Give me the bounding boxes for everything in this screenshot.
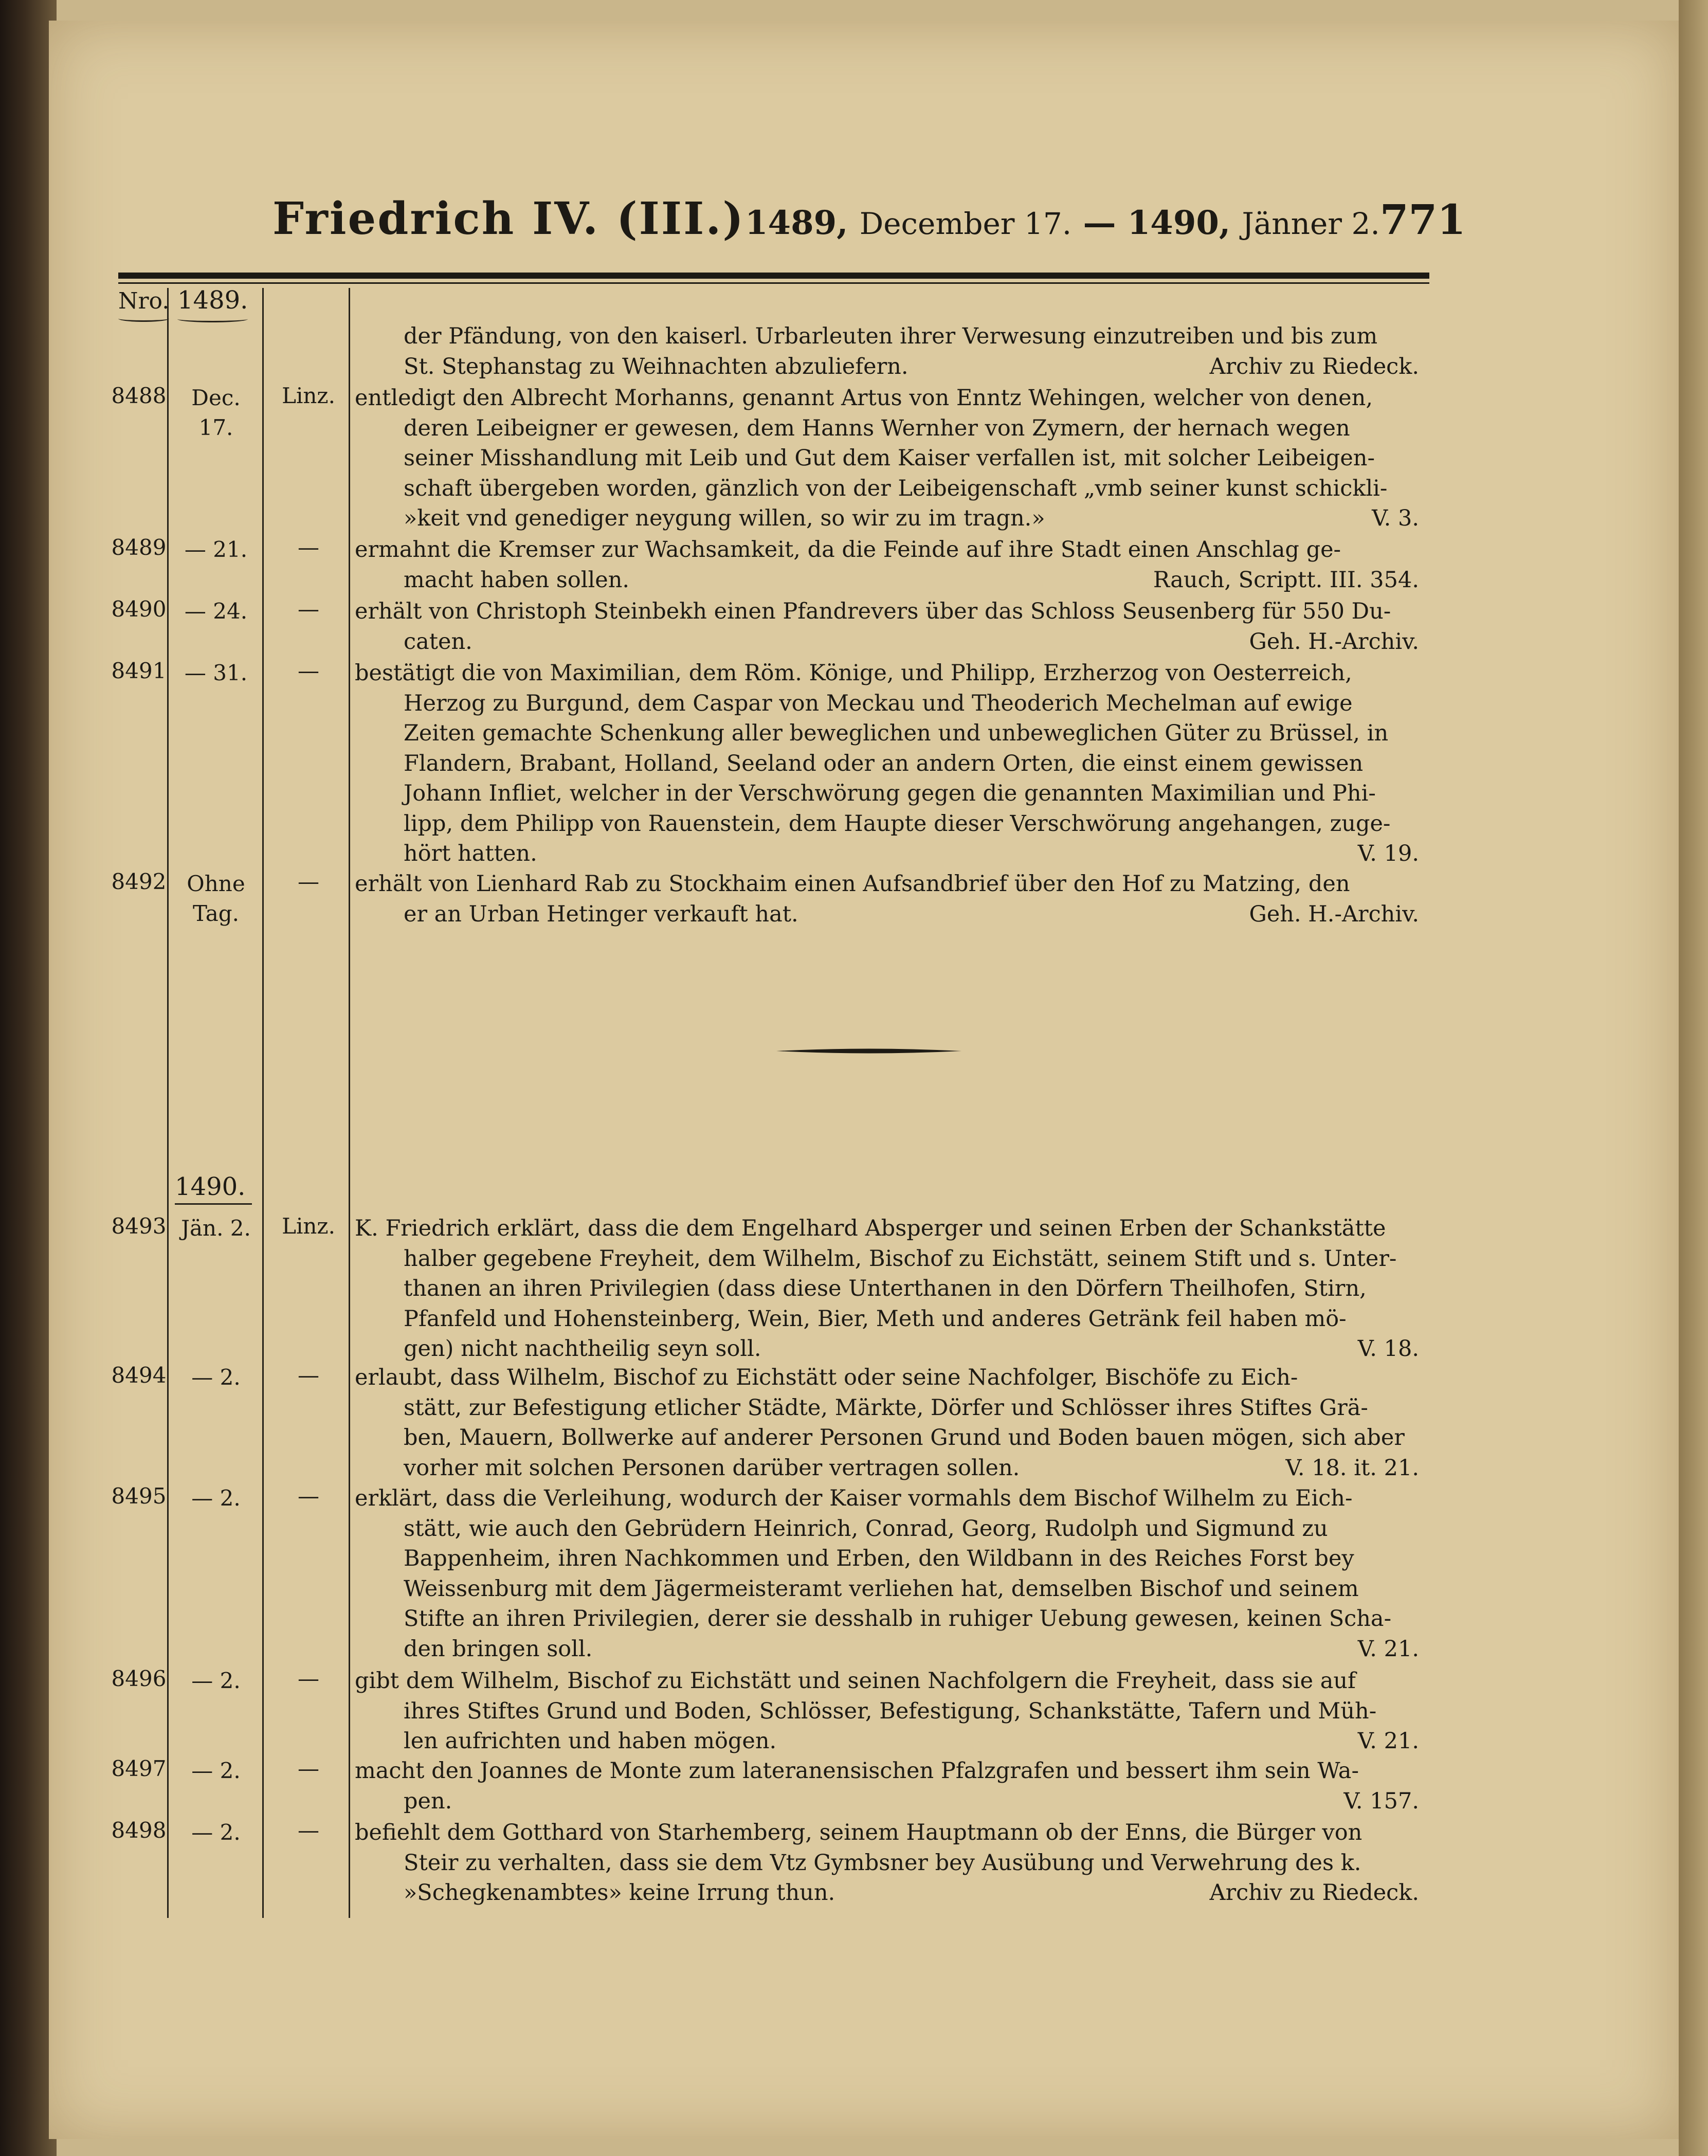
entry-source: V. 19.: [1357, 841, 1419, 866]
entry-source: Archiv zu Riedeck.: [1209, 353, 1419, 379]
entry-number: 8493: [111, 1213, 167, 1239]
entry-text-line: K. Friedrich erklärt, dass die dem Engelhard Absperger und seinen Erben der Schankstätte: [355, 1216, 1386, 1241]
entry-text-line: hört hatten. V. 19.: [355, 839, 1419, 869]
entry-text: [355, 1483, 1419, 1664]
entry-text: [355, 596, 1419, 657]
entry-text-line: der Pfändung, von den kaiserl. Urbarleuten ihrer Verwesung einzutreiben und bis zum: [404, 323, 1378, 349]
entry-text-line: Herzog zu Burgund, dem Caspar von Meckau und Theoderich Mechelman auf ewige: [404, 690, 1353, 716]
entry-text-line: »keit vnd genediger neygung willen, so wir zu im tragn.» V. 3.: [355, 503, 1419, 534]
header-date-range: 1489, December 17. — 1490, Jänner 2.: [745, 204, 1380, 242]
entry-text-line: ben, Mauern, Bollwerke auf anderer Personen Grund und Boden bauen mögen, sich aber: [404, 1425, 1405, 1451]
entry-number: 8496: [111, 1666, 167, 1691]
entry-text-line: thanen an ihren Privilegien (dass diese Unterthanen in den Dörfern Theilhofen, Stirn,: [404, 1276, 1367, 1301]
entry-date: — 21.: [184, 537, 248, 562]
entry-text: [355, 869, 1419, 929]
entry-source: V. 18.: [1357, 1336, 1419, 1362]
running-header: [272, 193, 1466, 245]
entry-text-line: ihres Stiftes Grund und Boden, Schlösser, Befestigung, Schankstätte, Tafern und Müh-: [404, 1698, 1377, 1724]
entry-date: — 2.: [191, 1365, 241, 1390]
entry-number: 8488: [111, 383, 167, 408]
entry-number: 8494: [111, 1363, 167, 1388]
entry-place: —: [298, 1483, 319, 1509]
entry-text-line: entledigt den Albrecht Morhanns, genannt Artus von Enntz Wehingen, welcher von denen,: [355, 385, 1373, 411]
entry-number: 8490: [111, 596, 167, 622]
header-date-end: Jänner 2.: [1242, 206, 1380, 241]
header-year-end: 1490: [1127, 204, 1219, 242]
entry-text-line: Steir zu verhalten, dass sie dem Vtz Gymbsner bey Ausübung und Verwehrung des k.: [404, 1850, 1361, 1876]
brace: [177, 316, 248, 322]
entry-date: — 2.: [191, 1758, 241, 1783]
entry-place: Linz.: [282, 1213, 335, 1239]
entry-number: 8497: [111, 1756, 167, 1781]
page-number: 771: [1379, 195, 1466, 244]
header-dash: —: [1083, 204, 1116, 242]
section-divider-ornament: [776, 1047, 961, 1055]
column-head-year: [177, 286, 248, 322]
entry-text-line: erlaubt, dass Wilhelm, Bischof zu Eichstätt oder seine Nachfolger, Bischöfe zu Eich-: [355, 1365, 1298, 1390]
entry-source: Rauch, Scriptt. III. 354.: [1153, 567, 1419, 593]
entry-text-line: er an Urban Hetinger verkauft hat. Geh. H.-Archiv.: [355, 899, 1419, 930]
entry-date: — 24.: [184, 599, 248, 624]
year-underline: [175, 1203, 252, 1205]
entry-text: [355, 658, 1419, 869]
entry-source: Geh. H.-Archiv.: [1249, 901, 1419, 927]
entry-date: Ohne Tag.: [187, 871, 245, 926]
entry-text-line: deren Leibeigner er gewesen, dem Hanns Wernher von Zymern, der hernach wegen: [404, 415, 1350, 441]
entry-place: Linz.: [282, 383, 335, 408]
entry-number: 8491: [111, 658, 167, 683]
entry-text-line: halber gegebene Freyheit, dem Wilhelm, Bischof zu Eichstätt, seinem Stift und s. Unter-: [404, 1245, 1397, 1272]
entry-place: —: [298, 1818, 319, 1843]
entry-text-line: »Schegkenambtes» keine Irrung thun. Archiv zu Riedeck.: [355, 1878, 1419, 1908]
entry-source: V. 3.: [1372, 505, 1419, 531]
header-date-start: December 17.: [859, 206, 1072, 241]
brace: [118, 315, 169, 322]
entry-text-line: seiner Misshandlung mit Leib und Gut dem Kaiser verfallen ist, mit solcher Leibeigen-: [404, 445, 1375, 471]
entry-source: V. 157.: [1343, 1788, 1419, 1814]
entry-source: V. 21.: [1357, 1636, 1419, 1662]
entry-number: 8498: [111, 1818, 167, 1843]
entry-source: Geh. H.-Archiv.: [1249, 628, 1419, 655]
entry-text: [355, 383, 1419, 534]
entry-text-line: lipp, dem Philipp von Rauenstein, dem Haupte dieser Verschwörung angehangen, zuge-: [404, 810, 1391, 837]
entry-text-line: stätt, zur Befestigung etlicher Städte, Märkte, Dörfer und Schlösser ihres Stiftes Grä-: [404, 1394, 1368, 1421]
book-spine: [0, 0, 57, 2156]
column-head-nr: [118, 288, 169, 322]
entry-text-line: caten. Geh. H.-Archiv.: [355, 627, 1419, 657]
header-rule: [118, 273, 1429, 279]
entry-text-line: Flandern, Brabant, Holland, Seeland oder an andern Orten, die einst einem gewissen: [404, 750, 1364, 776]
entry-text-line: Weissenburg mit dem Jägermeisteramt verliehen hat, demselben Bischof und seinem: [404, 1575, 1359, 1602]
entry-text: [355, 1213, 1419, 1364]
entry-text: [355, 1818, 1419, 1908]
entry-place: —: [298, 1756, 319, 1781]
entry-text-line: Stifte an ihren Privilegien, derer sie desshalb in ruhiger Uebung gewesen, keinen Scha-: [404, 1606, 1392, 1632]
entry-date: — 2.: [191, 1668, 241, 1693]
entry-text-line: macht haben sollen. Rauch, Scriptt. III. 354.: [355, 565, 1419, 595]
entry-text-line: macht den Joannes de Monte zum lateranensischen Pfalzgrafen und bessert ihm sein Wa-: [355, 1758, 1359, 1784]
entry-text-line: Pfanfeld und Hohensteinberg, Wein, Bier, Meth und anderes Getränk feil haben mö-: [404, 1306, 1347, 1332]
entry-place: —: [298, 1363, 319, 1388]
page-edge: [1679, 0, 1708, 2156]
year-heading-1490: [175, 1172, 252, 1205]
entry-place: —: [298, 1666, 319, 1691]
entry-text-line: gibt dem Wilhelm, Bischof zu Eichstätt und seinen Nachfolgern die Freyheit, dass sie auf: [355, 1668, 1356, 1694]
entry-text-line: Johann Infliet, welcher in der Verschwörung gegen die genannten Maximilian und Phi-: [404, 781, 1376, 806]
entry-text-line: erklärt, dass die Verleihung, wodurch der Kaiser vormahls dem Bischof Wilhelm zu Eich-: [355, 1485, 1353, 1511]
entry-text-line: bestätigt die von Maximilian, dem Röm. Könige, und Philipp, Erzherzog von Oesterreich,: [355, 660, 1352, 686]
entry-text-line: erhält von Lienhard Rab zu Stockhaim einen Aufsandbrief über den Hof zu Matzing, den: [355, 871, 1350, 897]
entry-text-line: gen) nicht nachtheilig seyn soll. V. 18.: [355, 1334, 1419, 1364]
entry-date: — 2.: [191, 1820, 241, 1845]
column-head-year-label: 1489.: [177, 286, 248, 315]
entry-text-line: schaft übergeben worden, gänzlich von der Leibeigenschaft „vmb seiner kunst schickli-: [404, 475, 1388, 501]
entry-text: [355, 321, 1419, 382]
entry-place: —: [298, 596, 319, 622]
year-heading-label: 1490.: [175, 1172, 246, 1201]
entry-date: Jän. 2.: [181, 1216, 251, 1241]
entry-text-line: den bringen soll. V. 21.: [355, 1634, 1419, 1664]
entry-date: Dec. 17.: [191, 385, 241, 440]
entry-source: Archiv zu Riedeck.: [1209, 1880, 1419, 1906]
entry-text-line: vorher mit solchen Personen darüber vertragen sollen. V. 18. it. 21.: [355, 1453, 1419, 1483]
entry-place: —: [298, 535, 319, 560]
entry-number: 8495: [111, 1483, 167, 1509]
entry-text-line: ermahnt die Kremser zur Wachsamkeit, da die Feinde auf ihre Stadt einen Anschlag ge-: [355, 537, 1341, 563]
entry-source: V. 18. it. 21.: [1285, 1455, 1419, 1481]
header-year-start: 1489: [745, 204, 837, 242]
entry-text-line: pen. V. 157.: [355, 1786, 1419, 1817]
entry-text-line: Bappenheim, ihren Nachkommen und Erben, den Wildbann in des Reiches Forst bey: [404, 1546, 1354, 1571]
entry-date: — 31.: [184, 660, 248, 685]
entry-date: — 2.: [191, 1485, 241, 1511]
entry-place: —: [298, 869, 319, 894]
entry-text-line: befiehlt dem Gotthard von Starhemberg, seinem Hauptmann ob der Enns, die Bürger von: [355, 1820, 1362, 1845]
entry-text: [355, 1666, 1419, 1756]
entry-number: 8492: [111, 869, 167, 894]
entry-text-line: St. Stephanstag zu Weihnachten abzuliefern. Archiv zu Riedeck.: [355, 352, 1419, 382]
entry-source: V. 21.: [1357, 1728, 1419, 1754]
entry-text: [355, 1363, 1419, 1483]
entry-text-line: erhält von Christoph Steinbekh einen Pfandrevers über das Schloss Seusenberg für 550 Du-: [355, 599, 1391, 624]
entry-text-line: Zeiten gemachte Schenkung aller beweglichen und unbeweglichen Güter zu Brüssel, in: [404, 720, 1389, 746]
entry-place: —: [298, 658, 319, 683]
column-rule-date: [262, 288, 264, 1918]
column-head-nr-label: Nro.: [118, 288, 170, 314]
header-rule-thin: [118, 282, 1429, 284]
entry-text-line: len aufrichten und haben mögen. V. 21.: [355, 1726, 1419, 1756]
entry-number: 8489: [111, 535, 167, 560]
entry-text: [355, 1756, 1419, 1816]
ruler-name: Friedrich IV. (III.): [272, 193, 745, 245]
entry-text: [355, 535, 1419, 595]
entry-text-line: stätt, wie auch den Gebrüdern Heinrich, Conrad, Georg, Rudolph und Sigmund zu: [404, 1515, 1328, 1542]
